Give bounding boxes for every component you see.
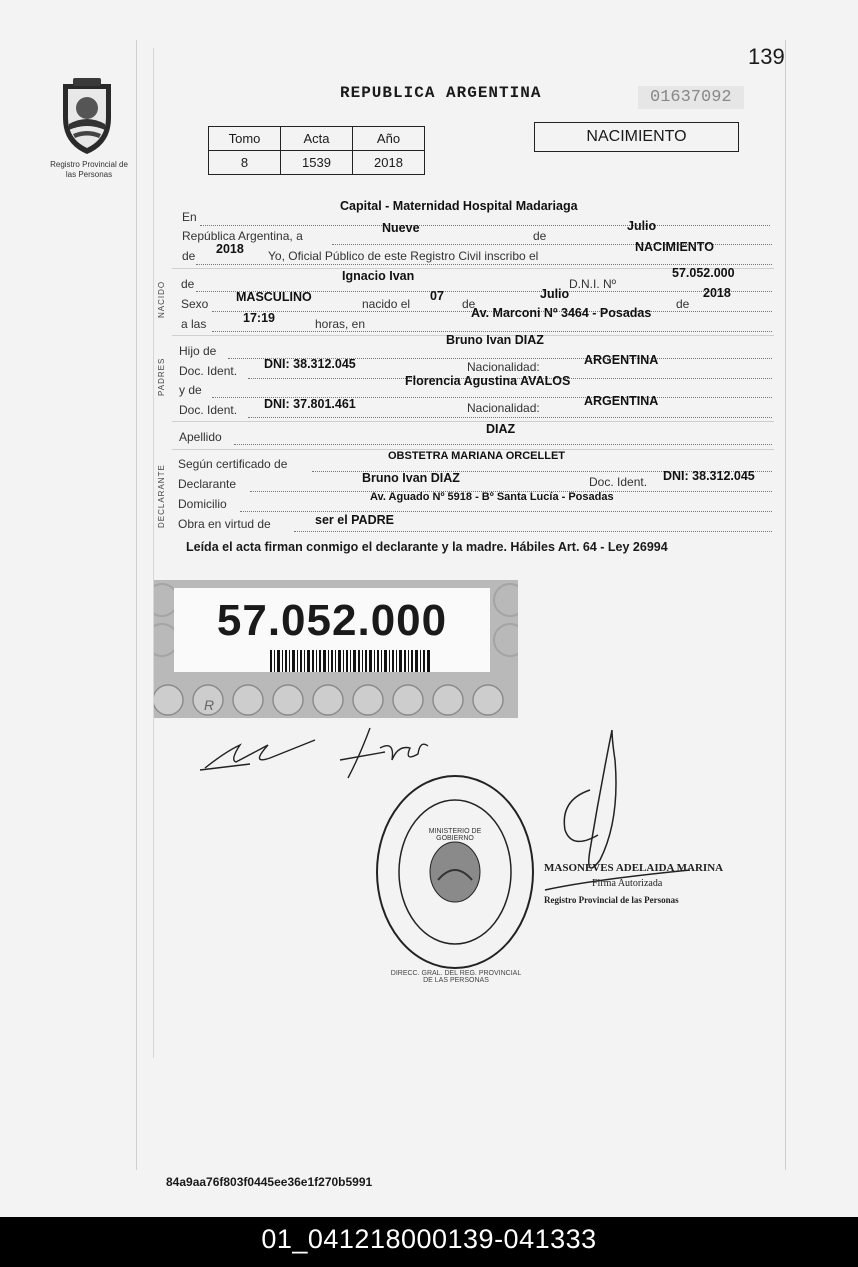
section-rule	[172, 421, 774, 422]
id-number: 57.052.000	[216, 596, 448, 645]
mother-nationality: ARGENTINA	[584, 394, 659, 408]
header-ano: Año	[353, 127, 425, 151]
sexo-value: MASCULINO	[236, 290, 312, 304]
dotted-line	[200, 225, 770, 226]
section-label-padres: PADRES	[157, 357, 166, 396]
obra-value: ser el PADRE	[315, 513, 394, 527]
footer-id: 01_041218000139-041333	[0, 1217, 858, 1267]
page-edge-right	[785, 40, 786, 1170]
y-de-label: y de	[179, 383, 202, 397]
apellido-label: Apellido	[179, 430, 222, 444]
mother-doc-label: Doc. Ident.	[179, 403, 238, 417]
de-label: de	[533, 229, 547, 243]
section-label-nacido: NACIDO	[157, 280, 166, 318]
dotted-line	[196, 264, 772, 265]
father-name: Bruno Ivan DIAZ	[446, 333, 544, 347]
declarante-doc-label: Doc. Ident.	[589, 475, 648, 489]
signature-declarante	[200, 740, 315, 770]
margin-rule	[153, 48, 154, 1058]
father-nat-label: Nacionalidad:	[467, 360, 540, 374]
document-hash: 84a9aa76f803f0445ee36e1f270b5991	[166, 1175, 373, 1189]
header-tomo: Tomo	[209, 127, 281, 151]
birth-time: 17:19	[243, 311, 275, 325]
mother-name: Florencia Agustina AVALOS	[405, 374, 571, 388]
registry-table	[208, 126, 425, 175]
birth-place: Av. Marconi Nº 3464 - Posadas	[471, 306, 652, 320]
signer-name: MASONEVES ADELAIDA MARINA	[544, 862, 724, 874]
domicilio-value: Av. Aguado Nº 5918 - Bº Santa Lucía - Posadas	[370, 491, 614, 503]
nacido-de-label: de	[181, 277, 195, 291]
page-edge-left	[136, 40, 137, 1170]
certificado-value: OBSTETRA MARIANA ORCELLET	[388, 450, 566, 462]
hijo-de-label: Hijo de	[179, 344, 217, 358]
certificado-label: Según certificado de	[178, 457, 288, 471]
day-value: Nueve	[382, 221, 420, 235]
birth-de-label: de	[462, 297, 476, 311]
year-value: 2018	[216, 242, 244, 256]
barcode-icon	[270, 650, 430, 672]
dotted-line	[248, 417, 772, 418]
declarante-label: Declarante	[178, 477, 237, 491]
dni-label: D.N.I. Nº	[569, 277, 617, 291]
seal-caption: Registro Provincial de las Personas	[50, 160, 128, 179]
provincial-seal-icon	[55, 78, 119, 156]
apellido-value: DIAZ	[486, 422, 516, 436]
domicilio-label: Domicilio	[178, 497, 227, 511]
header-acta: Acta	[281, 127, 353, 151]
dotted-line	[234, 444, 772, 445]
signer-office: Registro Provincial de las Personas	[544, 895, 679, 905]
sexo-label: Sexo	[181, 297, 209, 311]
father-doc-label: Doc. Ident.	[179, 364, 238, 378]
value-acta: 1539	[281, 151, 353, 175]
nacido-el-label: nacido el	[362, 297, 411, 311]
signer-role: Firma Autorizada	[592, 878, 663, 889]
en-value: Capital - Maternidad Hospital Madariaga	[340, 199, 578, 213]
father-doc: DNI: 38.312.045	[264, 357, 356, 371]
horas-label: horas, en	[315, 317, 366, 331]
inscribo-value: NACIMIENTO	[635, 240, 714, 254]
registry-table-header	[209, 127, 425, 151]
inscribo-text: Yo, Oficial Público de este Registro Civil inscribo el	[268, 249, 539, 263]
birth-year: 2018	[703, 286, 731, 300]
stamp-inner-text: MINISTERIO DE GOBIERNO	[428, 828, 482, 842]
mother-doc: DNI: 37.801.461	[264, 397, 356, 411]
registry-table-values	[209, 151, 425, 175]
section-label-declarante: DECLARANTE	[157, 464, 166, 528]
obra-label: Obra en virtud de	[178, 517, 271, 531]
republica-label: República Argentina, a	[182, 229, 303, 243]
birth-day: 07	[430, 289, 444, 303]
document-title: REPUBLICA ARGENTINA	[340, 84, 542, 102]
authorized-signer	[544, 860, 723, 908]
declarante-name: Bruno Ivan DIAZ	[362, 471, 460, 485]
dotted-line	[294, 531, 772, 532]
act-type-box: NACIMIENTO	[534, 122, 739, 152]
birth-month: Julio	[540, 287, 570, 301]
en-label: En	[182, 210, 197, 224]
de-label-2: de	[182, 249, 196, 263]
dotted-line	[240, 511, 772, 512]
closing-text: Leída el acta firman conmigo el declarante y la madre. Hábiles Art. 64 - Ley 26994	[186, 540, 668, 554]
father-nationality: ARGENTINA	[584, 353, 659, 367]
form-number: 01637092	[638, 86, 744, 109]
dotted-line	[212, 331, 772, 332]
watermark-letter: R	[204, 697, 215, 713]
official-round-stamp	[377, 776, 533, 968]
signature-madre	[340, 728, 428, 778]
mother-nat-label: Nacionalidad:	[467, 401, 540, 415]
declarante-doc: DNI: 38.312.045	[663, 469, 755, 483]
page-number: 139	[748, 44, 785, 69]
value-tomo: 8	[209, 151, 281, 175]
sticker-panel	[174, 588, 490, 672]
value-ano: 2018	[353, 151, 425, 175]
child-dni: 57.052.000	[672, 266, 735, 280]
month-value: Julio	[627, 219, 657, 233]
alas-label: a las	[181, 317, 207, 331]
stamp-ring-text: DIRECC. GRAL. DEL REG. PROVINCIAL DE LAS PERSONAS	[390, 970, 522, 984]
birth-de-label-2: de	[676, 297, 690, 311]
child-name: Ignacio Ivan	[342, 269, 415, 283]
